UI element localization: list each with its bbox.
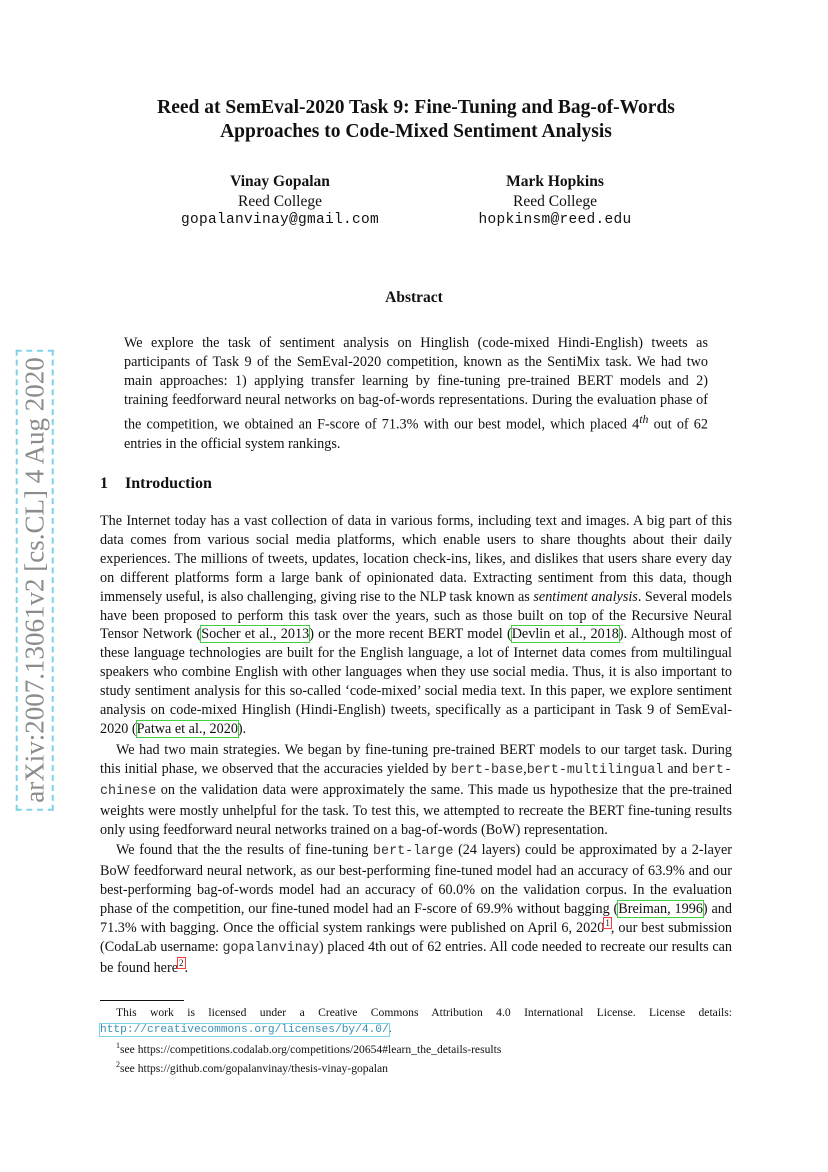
abstract-heading: Abstract bbox=[385, 289, 443, 306]
text-run: We had two main strategies. We began by fine-tuning pre-trained BERT models to our target task. During this initial phase, we observed that the accuracies yielded by bbox=[100, 741, 732, 777]
author-name: Mark Hopkins bbox=[506, 173, 604, 190]
text-run: (24 layers) could be approximated by a 2-layer BoW feedforward neural network, as our best-performing fine-tuned model had an accuracy of 63.9% and our best-performing bag-of-words model had an accuracy of 60.0% on the validation corpus. In the evaluation phase of the competition, our fine-tuned model had an F-score of 69.9% without bagging ( bbox=[100, 842, 732, 918]
model-name: bert-large bbox=[373, 844, 454, 860]
text-run: ). Although most of these language technologies are built for the English language, a lot of Internet data comes from multilingual speakers who combine English with other languages when they use social media. Thus, it is also important to study sentiment analysis for this so-called ‘code-mixed’ social media text. In this paper, we explore sentiment analysis on code-mixed Hinglish (Hindi-English) tweets, specifically as a participant in Task 9 of SemEval-2020 ( bbox=[100, 626, 733, 737]
author-email: hopkinsm@reed.edu bbox=[478, 212, 632, 228]
model-name: bert-base bbox=[450, 762, 524, 778]
footnote-text: see https://github.com/gopalanvinay/thesis-vinay-gopalan bbox=[120, 1062, 388, 1076]
footnote-ref[interactable]: 2 bbox=[179, 958, 184, 969]
text-run: . bbox=[388, 1021, 392, 1035]
title-line-2: Approaches to Code-Mixed Sentiment Analysis bbox=[220, 121, 612, 142]
citation-link[interactable]: Breiman, 1996 bbox=[618, 901, 703, 918]
author-email: gopalanvinay@gmail.com bbox=[180, 212, 380, 228]
abstract-part: out of 62 entries in the official system rankings. bbox=[124, 416, 708, 452]
text-run: ). bbox=[237, 720, 247, 737]
citation-link[interactable]: Patwa et al., 2020 bbox=[136, 720, 238, 737]
license-text: This work is licensed under a Creative Commons Attribution 4.0 International License. License details: bbox=[116, 1006, 732, 1019]
citation-link[interactable]: Devlin et al., 2018 bbox=[511, 626, 619, 643]
text-run: The Internet today has a vast collection of data in various forms, including text and images. A big part of this data comes from various social media platforms, which enable users to share thoughts about their daily experiences. The millions of tweets, updates, location check-ins, likes, and dislikes that users share every day on different platforms form a large bank of opinionated data. Extracting sentiment from this data, though immensely useful, is also challenging, giving rise to the NLP task known as bbox=[100, 513, 732, 605]
footnote-mark: 1 bbox=[116, 1041, 120, 1050]
emphasis-term: sentiment analysis bbox=[533, 588, 638, 605]
text-run: on the validation data were approximately the same. This made us hypothesize that the pre-trained weights were mostly unhelpful for the task. To test this, we attempted to recreate the BERT fine-tuning results only using feedforward neural networks trained on a bag-of-words (BoW) representation. bbox=[100, 781, 732, 838]
section-body bbox=[100, 512, 732, 978]
arxiv-stamp[interactable] bbox=[12, 340, 58, 820]
license-link[interactable]: http://creativecommons.org/licenses/by/4.0/ bbox=[100, 1023, 389, 1036]
footnote-2 bbox=[100, 1057, 732, 1076]
section-heading bbox=[100, 475, 212, 493]
author-name: Vinay Gopalan bbox=[230, 173, 330, 190]
author-affiliation: Reed College bbox=[238, 192, 322, 210]
arxiv-stamp-text[interactable]: arXiv:2007.13061v2 [cs.CL] 4 Aug 2020 bbox=[16, 349, 54, 810]
author-block-2 bbox=[425, 172, 685, 231]
title-line-1: Reed at SemEval-2020 Task 9: Fine-Tuning and Bag-of-Words bbox=[157, 97, 675, 118]
text-run: We found that the the results of fine-tuning bbox=[116, 842, 374, 859]
section-title: Introduction bbox=[125, 475, 212, 492]
footnote-mark: 2 bbox=[116, 1060, 120, 1070]
footnotes bbox=[100, 1005, 732, 1077]
footnote-divider bbox=[100, 1000, 184, 1001]
license-note bbox=[100, 1005, 732, 1038]
model-name: bert-multilingual bbox=[526, 762, 664, 778]
citation-link[interactable]: Socher et al., 2013 bbox=[201, 626, 310, 643]
codalab-username: gopalanvinay bbox=[222, 940, 319, 956]
text-run: . bbox=[184, 959, 189, 976]
text-run: , our best submission (CodaLab username: bbox=[100, 920, 733, 955]
abstract-text bbox=[124, 334, 708, 454]
author-affiliation: Reed College bbox=[513, 192, 597, 210]
paragraph-3 bbox=[100, 841, 732, 977]
footnote-ref[interactable]: 1 bbox=[605, 918, 610, 929]
text-run: and bbox=[663, 760, 692, 777]
model-name: bert-chinese bbox=[100, 762, 732, 799]
text-run: . Several models have been proposed to perform this task over the years, such as those built on top of the Recursive Neural Tensor Network ( bbox=[100, 588, 732, 643]
footnote-text: see https://competitions.codalab.org/competitions/20654#learn_the_details-results bbox=[120, 1042, 502, 1056]
text-run: ) and 71.3% with bagging. Once the official system rankings were published on April 6, 2020 bbox=[100, 901, 732, 937]
paragraph-2 bbox=[100, 741, 732, 840]
abstract-rank-suffix: th bbox=[639, 412, 649, 426]
paragraph-1 bbox=[100, 512, 732, 739]
author-block-1 bbox=[150, 172, 410, 231]
abstract-rank: 4 bbox=[632, 416, 640, 433]
paper-title bbox=[100, 96, 732, 144]
text-run: , bbox=[523, 760, 527, 777]
abstract-part: We explore the task of sentiment analysis on Hinglish (code-mixed Hindi-English) tweets as participants of Task 9 of the SemEval-2020 competition, known as the SentiMix task. We had two main approaches: 1) applying transfer learning by fine-tuning pre-trained BERT models and 2) training feedforward neural networks on bag-of-words representations. During the evaluation phase of the competition, we obtained an F-score of 71.3% with our best model, which placed bbox=[124, 335, 708, 433]
text-run: ) placed 4th out of 62 entries. All code needed to recreate our results can be found here bbox=[100, 938, 733, 976]
section-number: 1 bbox=[100, 475, 108, 492]
text-run: ) or the more recent BERT model ( bbox=[309, 626, 512, 643]
footnote-1 bbox=[100, 1038, 732, 1057]
